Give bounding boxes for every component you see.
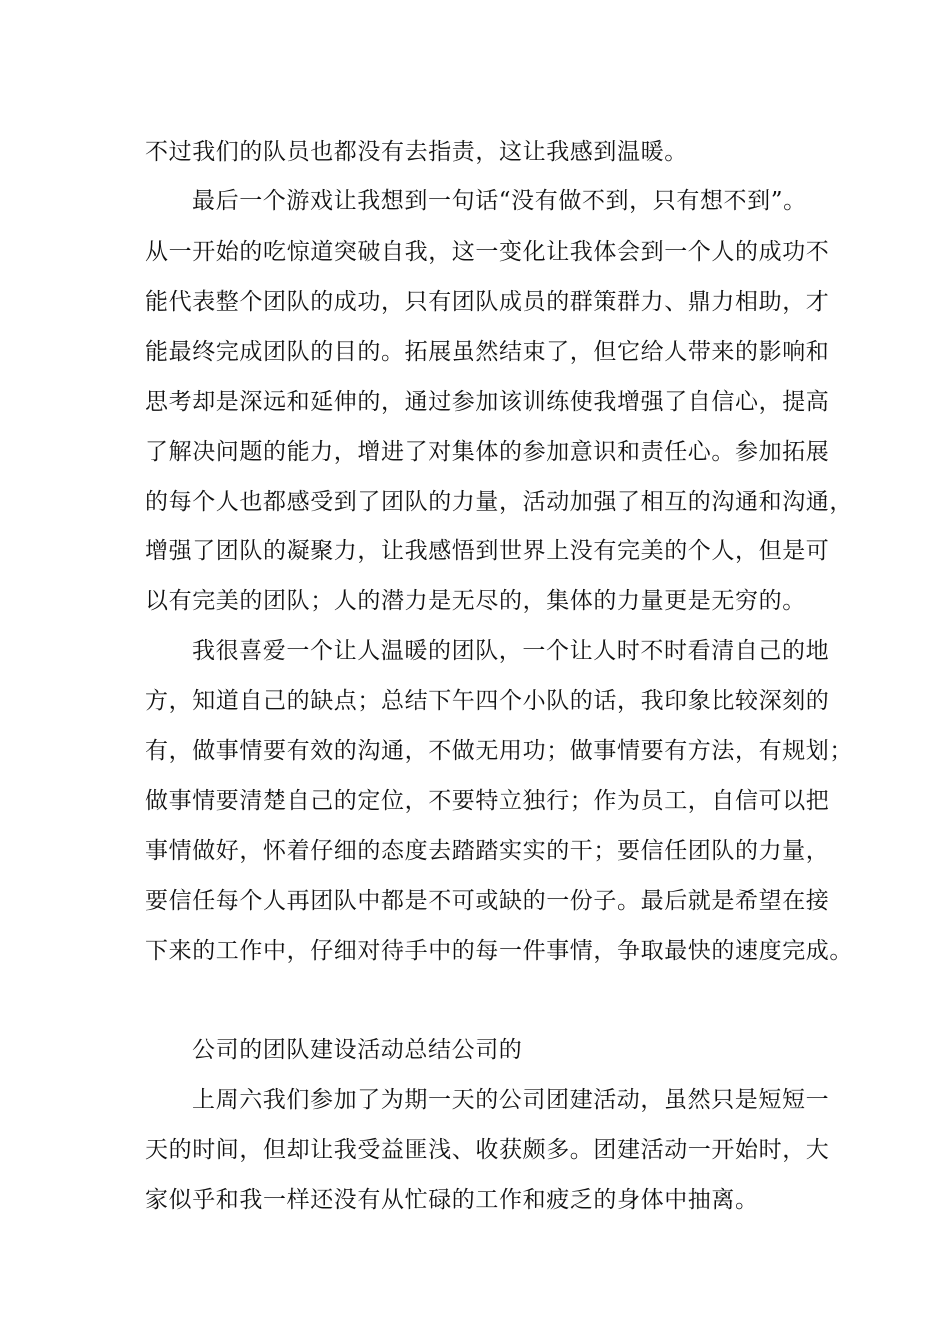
section-heading: 公司的团队建设活动总结公司的	[192, 1037, 523, 1063]
text-line: 事情做好，怀着仔细的态度去踏踏实实的干；要信任团队的力量，	[145, 838, 830, 864]
text-line: 思考却是深远和延伸的，通过参加该训练使我增强了自信心，提高	[145, 389, 830, 415]
text-line: 的每个人也都感受到了团队的力量，活动加强了相互的沟通和沟通，	[145, 489, 853, 515]
text-line: 从一开始的吃惊道突破自我，这一变化让我体会到一个人的成功不	[145, 239, 830, 265]
text-line: 下来的工作中，仔细对待手中的每一件事情，争取最快的速度完成。	[145, 938, 853, 964]
text-line: 上周六我们参加了为期一天的公司团建活动，虽然只是短短一	[192, 1087, 830, 1113]
text-line: 家似乎和我一样还没有从忙碌的工作和疲乏的身体中抽离。	[145, 1187, 759, 1213]
text-line: 不过我们的队员也都没有去指责，这让我感到温暖。	[145, 139, 688, 165]
text-line: 能代表整个团队的成功，只有团队成员的群策群力、鼎力相助，才	[145, 289, 830, 315]
text-line: 以有完美的团队；人的潜力是无尽的，集体的力量更是无穷的。	[145, 588, 806, 614]
text-line: 最后一个游戏让我想到一句话“没有做不到，只有想不到”。	[192, 188, 807, 214]
text-line: 有，做事情要有效的沟通，不做无用功；做事情要有方法，有规划；	[145, 738, 853, 764]
text-line: 能最终完成团队的目的。拓展虽然结束了，但它给人带来的影响和	[145, 339, 830, 365]
text-line: 要信任每个人再团队中都是不可或缺的一份子。最后就是希望在接	[145, 888, 830, 914]
text-line: 方，知道自己的缺点；总结下午四个小队的话，我印象比较深刻的	[145, 688, 830, 714]
text-line: 做事情要清楚自己的定位，不要特立独行；作为员工，自信可以把	[145, 788, 830, 814]
text-line: 增强了团队的凝聚力，让我感悟到世界上没有完美的个人，但是可	[145, 538, 830, 564]
text-line: 天的时间，但却让我受益匪浅、收获颇多。团建活动一开始时，大	[145, 1137, 830, 1163]
text-line: 我很喜爱一个让人温暖的团队，一个让人时不时看清自己的地	[192, 638, 830, 664]
text-line: 了解决问题的能力，增进了对集体的参加意识和责任心。参加拓展	[145, 439, 830, 465]
